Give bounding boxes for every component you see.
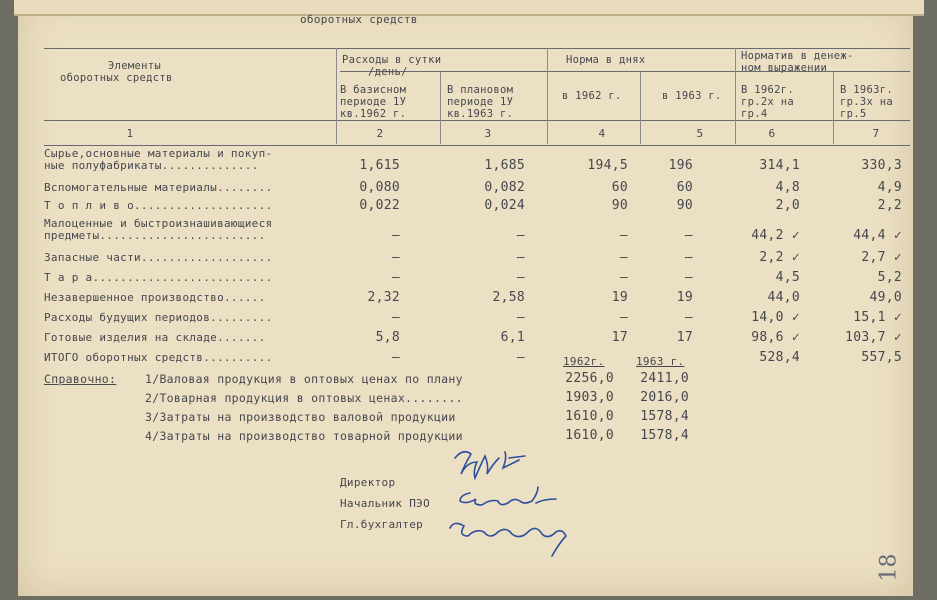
cell-c5: – [684, 270, 693, 285]
cell-c4: – [619, 310, 628, 325]
cell-c7: 5,2 [877, 270, 902, 285]
cell-c2: 2,32 [367, 290, 400, 305]
row-label: Малоценные и быстроизнашивающиеся [44, 217, 273, 230]
reference-value-1963: 1578,4 [640, 428, 689, 443]
header-c3-2: периоде 1У [447, 96, 514, 108]
cell-c7: 557,5 [861, 350, 902, 365]
cell-c6: 44,0 [767, 290, 800, 305]
cell-c3: – [516, 228, 525, 243]
reference-value-1963: 2016,0 [640, 390, 689, 405]
cell-c7: 2,7 ✓ [861, 250, 902, 265]
cell-c7: 4,9 [877, 180, 902, 195]
chief-acc-signature [450, 523, 566, 556]
cell-c5: – [684, 310, 693, 325]
cell-c7: 330,3 [861, 158, 902, 173]
cell-c2: – [391, 250, 400, 265]
ref-year-1963: 1963 г. [636, 355, 685, 368]
cell-c7: 44,4 ✓ [853, 228, 902, 243]
colnum-1: 1 [126, 127, 134, 140]
colnum-7: 7 [872, 127, 880, 140]
header-c2-1: В базисном [340, 84, 407, 96]
reference-line: 3/Затраты на производство валовой продукции [145, 410, 456, 424]
title-fragment: оборотных средств [300, 13, 418, 26]
reference-value-1963: 1578,4 [640, 409, 689, 424]
header-c3-1: В плановом [447, 84, 514, 96]
cell-c3: 6,1 [500, 330, 525, 345]
cell-c4: – [619, 250, 628, 265]
reference-line: 2/Товарная продукция в оптовых ценах........ [145, 391, 463, 405]
cell-c4: 60 [611, 180, 628, 195]
header-elements-1: Элементы [108, 60, 161, 72]
cell-c2: – [391, 228, 400, 243]
cell-c6: 98,6 ✓ [751, 330, 800, 345]
row-label: Запасные части................... [44, 251, 273, 264]
page-number: 18 [876, 553, 902, 582]
header-c7-1: В 1963г. [840, 84, 893, 96]
colnum-5: 5 [696, 127, 704, 140]
cell-c3: 2,58 [492, 290, 525, 305]
row-label: Т о п л и в о.................... [44, 199, 273, 212]
cell-c6: 314,1 [759, 158, 800, 173]
cell-c4: 19 [611, 290, 628, 305]
reference-value-1962: 1903,0 [565, 390, 614, 405]
cell-c6: 2,2 ✓ [759, 250, 800, 265]
cell-c5: – [684, 228, 693, 243]
header-c6-2: гр.2х на [741, 96, 794, 108]
cell-c6: 4,8 [775, 180, 800, 195]
row-label: Расходы будущих периодов......... [44, 311, 273, 324]
row-label: предметы........................ [44, 229, 266, 242]
header-elements-2: оборотных средств [60, 72, 173, 84]
reference-value-1962: 1610,0 [565, 409, 614, 424]
colnum-6: 6 [768, 127, 776, 140]
colnum-2: 2 [376, 127, 384, 140]
cell-c3: – [516, 310, 525, 325]
cell-c3: – [516, 350, 525, 365]
sig-pzo-label: Начальник ПЭО [340, 497, 430, 510]
row-label: ИТОГО оборотных средств.......... [44, 351, 273, 364]
cell-c2: – [391, 310, 400, 325]
cell-c2: – [391, 350, 400, 365]
cell-c5: 17 [676, 330, 693, 345]
cell-c3: – [516, 270, 525, 285]
header-rashody: Расходы в сутки [342, 54, 442, 66]
director-signature [455, 452, 525, 478]
cell-c4: – [619, 270, 628, 285]
cell-c7: 103,7 ✓ [845, 330, 902, 345]
cell-c6: 14,0 ✓ [751, 310, 800, 325]
row-label: Т а р а.......................... [44, 271, 273, 284]
header-c7-2: гр.3х на [840, 96, 893, 108]
cell-c4: 90 [611, 198, 628, 213]
cell-c2: 0,080 [359, 180, 400, 195]
reference-line: 4/Затраты на производство товарной продукции [145, 429, 463, 443]
row-label: ные полуфабрикаты.............. [44, 159, 259, 172]
cell-c5: 196 [668, 158, 693, 173]
cell-c5: 60 [676, 180, 693, 195]
header-c5: в 1963 г. [662, 90, 722, 102]
cell-c6: 2,0 [775, 198, 800, 213]
header-c6-3: гр.4 [741, 108, 768, 120]
cell-c4: – [619, 228, 628, 243]
cell-c3: 0,024 [484, 198, 525, 213]
cell-c5: – [684, 250, 693, 265]
reference-value-1963: 2411,0 [640, 371, 689, 386]
row-label: Сырье,основные материалы и покуп- [44, 147, 273, 160]
cell-c2: 5,8 [375, 330, 400, 345]
header-c4: в 1962 г. [562, 90, 622, 102]
header-normativ-2: ном выражении [741, 62, 828, 74]
header-norma: Норма в днях [566, 54, 646, 66]
cell-c3: – [516, 250, 525, 265]
reference-line: 1/Валовая продукция в оптовых ценах по плану [145, 372, 463, 386]
cell-c7: 2,2 [877, 198, 902, 213]
colnum-4: 4 [598, 127, 606, 140]
header-rashody-2: /день/ [368, 66, 408, 78]
cell-c3: 1,685 [484, 158, 525, 173]
cell-c2: 0,022 [359, 198, 400, 213]
pzo-signature [460, 487, 556, 505]
header-c2-3: кв.1962 г. [340, 108, 407, 120]
cell-c2: – [391, 270, 400, 285]
header-c3-3: кв.1963 г. [447, 108, 514, 120]
cell-c2: 1,615 [359, 158, 400, 173]
cell-c5: 19 [676, 290, 693, 305]
cell-c6: 528,4 [759, 350, 800, 365]
row-label: Готовые изделия на складе....... [44, 331, 266, 344]
cell-c7: 15,1 ✓ [853, 310, 902, 325]
reference-value-1962: 1610,0 [565, 428, 614, 443]
cell-c6: 44,2 ✓ [751, 228, 800, 243]
cell-c3: 0,082 [484, 180, 525, 195]
header-c7-3: гр.5 [840, 108, 867, 120]
cell-c4: 17 [611, 330, 628, 345]
header-normativ-1: Норматив в денеж- [741, 50, 854, 62]
cell-c7: 49,0 [869, 290, 902, 305]
header-c6-1: В 1962г. [741, 84, 794, 96]
row-label: Незавершенное производство...... [44, 291, 266, 304]
reference-value-1962: 2256,0 [565, 371, 614, 386]
cell-c6: 4,5 [775, 270, 800, 285]
sig-director-label: Директор [340, 476, 396, 489]
ref-label: Справочно: [44, 372, 117, 386]
cell-c4: 194,5 [587, 158, 628, 173]
ref-year-1962: 1962г. [563, 355, 605, 368]
colnum-3: 3 [484, 127, 492, 140]
cell-c5: 90 [676, 198, 693, 213]
header-c2-2: периоде 1У [340, 96, 407, 108]
sig-chief-acc-label: Гл.бухгалтер [340, 518, 424, 531]
row-label: Вспомогательные материалы........ [44, 181, 273, 194]
